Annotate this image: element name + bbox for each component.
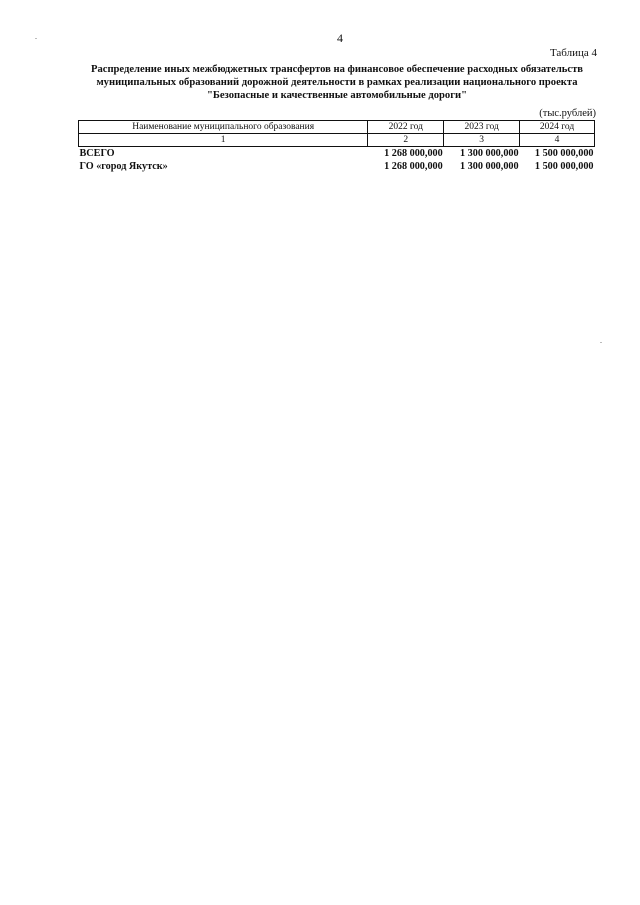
- header-2023: 2023 год: [444, 121, 520, 134]
- column-number: 4: [520, 134, 595, 147]
- table-row: [79, 160, 595, 173]
- table-row: [79, 147, 595, 161]
- header-2022: 2022 год: [368, 121, 444, 134]
- column-number: 2: [368, 134, 444, 147]
- table-header-row: [79, 121, 595, 134]
- transfers-table: [78, 120, 595, 173]
- page-number: 4: [337, 31, 343, 45]
- scan-speck: [600, 342, 602, 343]
- title-line: Распределение иных межбюджетных трансфертов на финансовое обеспечение расходных обязательств: [90, 64, 584, 75]
- scan-speck: [35, 38, 37, 39]
- title-line: муниципальных образований дорожной деятельности в рамках реализации национального проекта: [96, 77, 578, 88]
- value-2023: 1 300 000,000: [460, 148, 519, 159]
- units-label: (тыс.рублей): [539, 108, 596, 119]
- row-name: ВСЕГО: [79, 148, 115, 159]
- header-municipality: Наименование муниципального образования: [79, 121, 368, 134]
- title-line: "Безопасные и качественные автомобильные дороги": [206, 90, 468, 101]
- value-2024: 1 500 000,000: [534, 161, 594, 172]
- value-2022: 1 268 000,000: [384, 148, 443, 159]
- document-title: [72, 63, 602, 102]
- column-number-row: [79, 134, 595, 147]
- value-2023: 1 300 000,000: [460, 161, 519, 172]
- column-number: 3: [444, 134, 520, 147]
- table-label: Таблица 4: [549, 47, 597, 59]
- row-name: ГО «город Якутск»: [79, 161, 168, 172]
- header-2024: 2024 год: [520, 121, 595, 134]
- value-2022: 1 268 000,000: [384, 161, 443, 172]
- column-number: 1: [79, 134, 368, 147]
- value-2024: 1 500 000,000: [534, 148, 594, 159]
